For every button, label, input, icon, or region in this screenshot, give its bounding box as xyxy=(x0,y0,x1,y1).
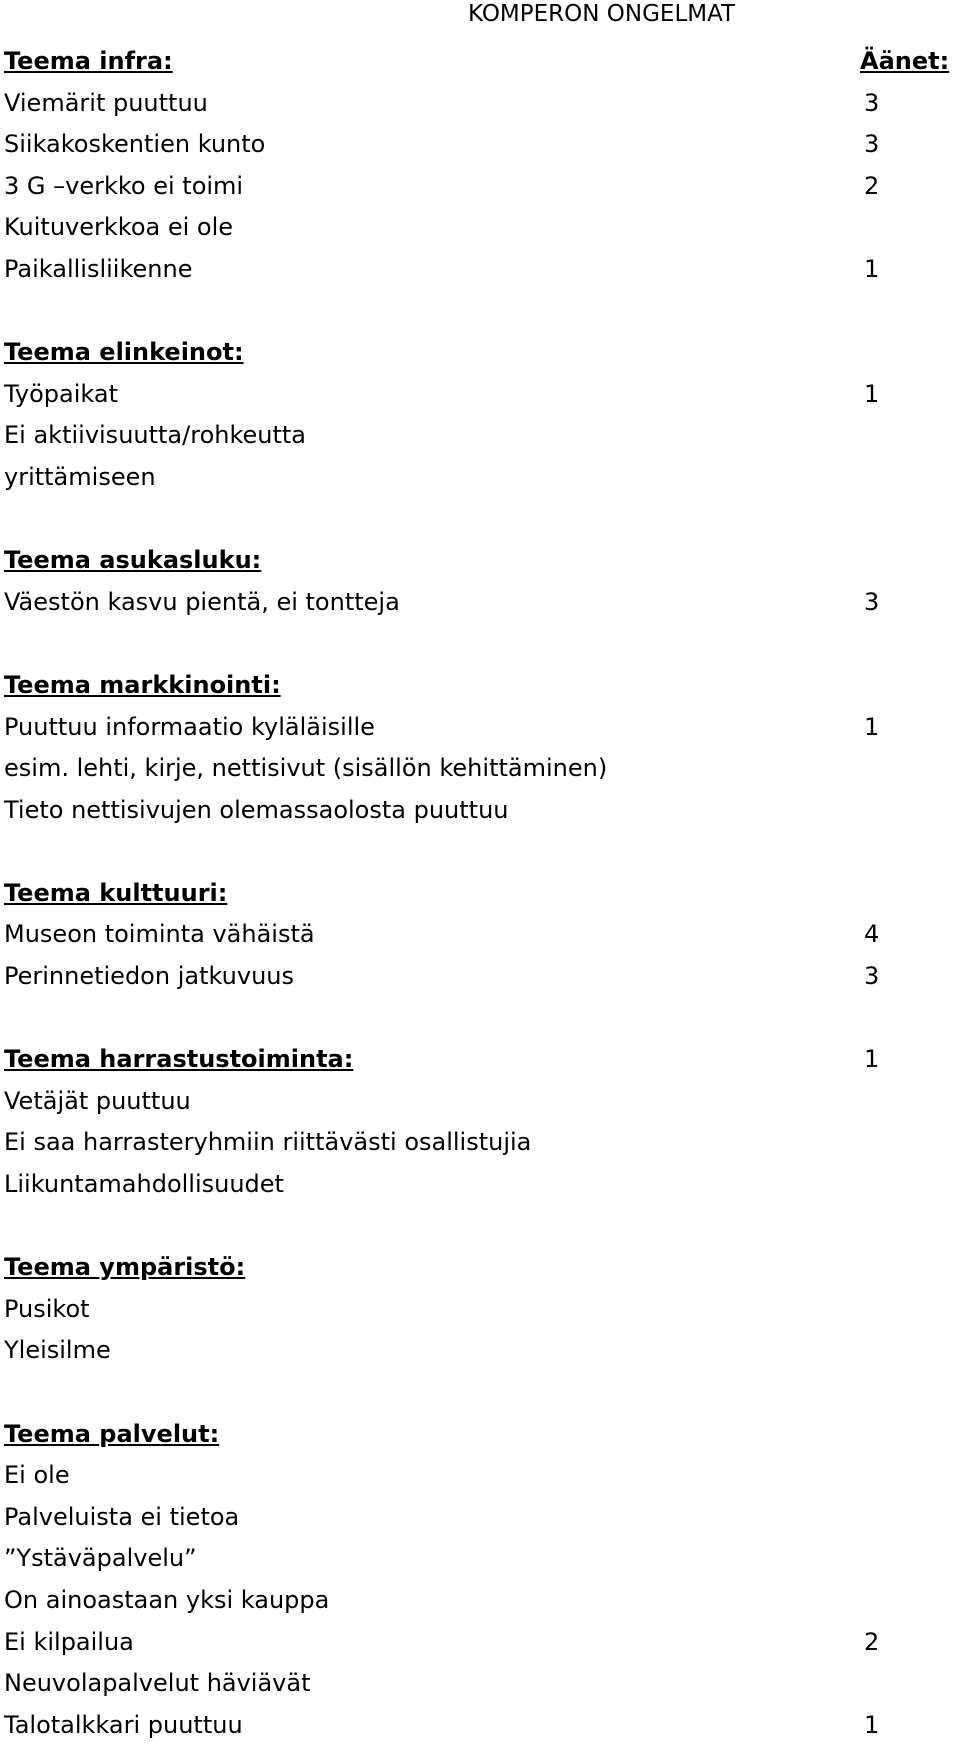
problem-item xyxy=(4,1459,960,1501)
theme-heading: Teema asukasluku: xyxy=(4,546,262,575)
problem-votes: 1 xyxy=(864,254,880,283)
problem-item xyxy=(4,128,960,170)
problem-text: Viemärit puuttuu xyxy=(4,88,208,117)
problem-text: Väestön kasvu pientä, ei tontteja xyxy=(4,587,400,616)
page-title: KOMPERON ONGELMAT xyxy=(468,1,736,27)
problem-votes: 1 xyxy=(864,712,880,741)
section-spacer xyxy=(4,835,960,877)
problem-votes: 1 xyxy=(864,379,880,408)
theme-heading: Teema elinkeinot: xyxy=(4,338,244,367)
problem-text: Ei ole xyxy=(4,1461,70,1490)
problem-text: Siikakoskentien kunto xyxy=(4,130,266,159)
problem-item xyxy=(4,1667,960,1709)
problem-item xyxy=(4,794,960,836)
problem-text: Paikallisliikenne xyxy=(4,254,193,283)
problem-text: Perinnetiedon jatkuvuus xyxy=(4,962,294,991)
problem-text: Puuttuu informaatio kyläläisille xyxy=(4,712,375,741)
problem-text: ”Ystäväpalvelu” xyxy=(4,1544,197,1573)
problem-item xyxy=(4,1626,960,1668)
problem-text: Ei kilpailua xyxy=(4,1627,134,1656)
problem-item xyxy=(4,752,960,794)
problem-item xyxy=(4,170,960,212)
section-spacer xyxy=(4,1002,960,1044)
theme-heading: Teema markkinointi: xyxy=(4,670,281,699)
problem-votes: 3 xyxy=(864,962,880,991)
problem-text: Ei aktiivisuutta/rohkeutta xyxy=(4,421,307,450)
problem-text: On ainoastaan yksi kauppa xyxy=(4,1585,330,1614)
theme-heading-row xyxy=(4,544,960,586)
theme-heading-row xyxy=(4,669,960,711)
problem-item xyxy=(4,960,960,1002)
section-spacer xyxy=(4,1376,960,1418)
problem-item xyxy=(4,87,960,129)
problem-item xyxy=(4,1126,960,1168)
problem-item xyxy=(4,211,960,253)
problem-item xyxy=(4,1293,960,1335)
problem-item xyxy=(4,1085,960,1127)
theme-heading: Teema harrastustoiminta: xyxy=(4,1045,354,1074)
theme-heading-row xyxy=(4,877,960,919)
problem-text: Palveluista ei tietoa xyxy=(4,1502,240,1531)
theme-heading: Teema infra: xyxy=(4,47,173,75)
section-spacer xyxy=(4,627,960,669)
problem-item xyxy=(4,419,960,461)
problem-votes: 4 xyxy=(864,920,880,949)
theme-heading-votes: 1 xyxy=(864,1045,880,1074)
problem-votes: 3 xyxy=(864,587,880,616)
problem-votes: 2 xyxy=(864,171,880,200)
votes-column-header: Äänet: xyxy=(860,47,950,75)
theme-heading-row xyxy=(4,1251,960,1293)
theme-heading: Teema ympäristö: xyxy=(4,1253,246,1282)
theme-section xyxy=(4,544,960,627)
problem-text: Tieto nettisivujen olemassaolosta puuttuu xyxy=(4,795,509,824)
theme-section xyxy=(4,669,960,835)
theme-heading: Teema kulttuuri: xyxy=(4,878,228,907)
problem-votes: 3 xyxy=(864,88,880,117)
problem-item xyxy=(4,1168,960,1210)
problem-item xyxy=(4,1584,960,1626)
theme-section xyxy=(4,1251,960,1376)
problem-text: Talotalkkari puuttuu xyxy=(4,1710,243,1739)
theme-section xyxy=(4,1418,960,1751)
problem-item xyxy=(4,1709,960,1751)
problem-text: Liikuntamahdollisuudet xyxy=(4,1170,284,1199)
problem-item xyxy=(4,918,960,960)
theme-section xyxy=(4,336,960,502)
problem-text: Pusikot xyxy=(4,1294,90,1323)
problem-text: esim. lehti, kirje, nettisivut (sisällön kehittäminen) xyxy=(4,754,608,783)
problem-list xyxy=(4,45,960,1750)
problem-item xyxy=(4,1501,960,1543)
section-spacer xyxy=(4,503,960,545)
problem-text: Neuvolapalvelut häviävät xyxy=(4,1669,311,1698)
problem-item xyxy=(4,586,960,628)
theme-heading-row xyxy=(4,45,960,87)
theme-heading-row xyxy=(4,336,960,378)
theme-section xyxy=(4,45,960,295)
section-spacer xyxy=(4,1210,960,1252)
problem-item xyxy=(4,461,960,503)
problem-votes: 3 xyxy=(864,130,880,159)
problem-text: Vetäjät puuttuu xyxy=(4,1086,191,1115)
theme-section xyxy=(4,877,960,1002)
problem-text: Ei saa harrasteryhmiin riittävästi osallistujia xyxy=(4,1128,532,1157)
problem-text: Yleisilme xyxy=(4,1336,111,1365)
problem-item xyxy=(4,253,960,295)
theme-section xyxy=(4,1043,960,1209)
problem-item xyxy=(4,1334,960,1376)
problem-text: yrittämiseen xyxy=(4,462,156,491)
section-spacer xyxy=(4,295,960,337)
theme-heading-row xyxy=(4,1043,960,1085)
problem-text: Kuituverkkoa ei ole xyxy=(4,213,234,242)
problem-votes: 1 xyxy=(864,1710,880,1739)
problem-item xyxy=(4,711,960,753)
theme-heading: Teema palvelut: xyxy=(4,1419,220,1448)
problem-item xyxy=(4,378,960,420)
problem-votes: 2 xyxy=(864,1627,880,1656)
problem-item xyxy=(4,1542,960,1584)
problem-text: 3 G –verkko ei toimi xyxy=(4,171,244,200)
problem-text: Museon toiminta vähäistä xyxy=(4,920,315,949)
problem-text: Työpaikat xyxy=(4,379,119,408)
theme-heading-row xyxy=(4,1418,960,1460)
